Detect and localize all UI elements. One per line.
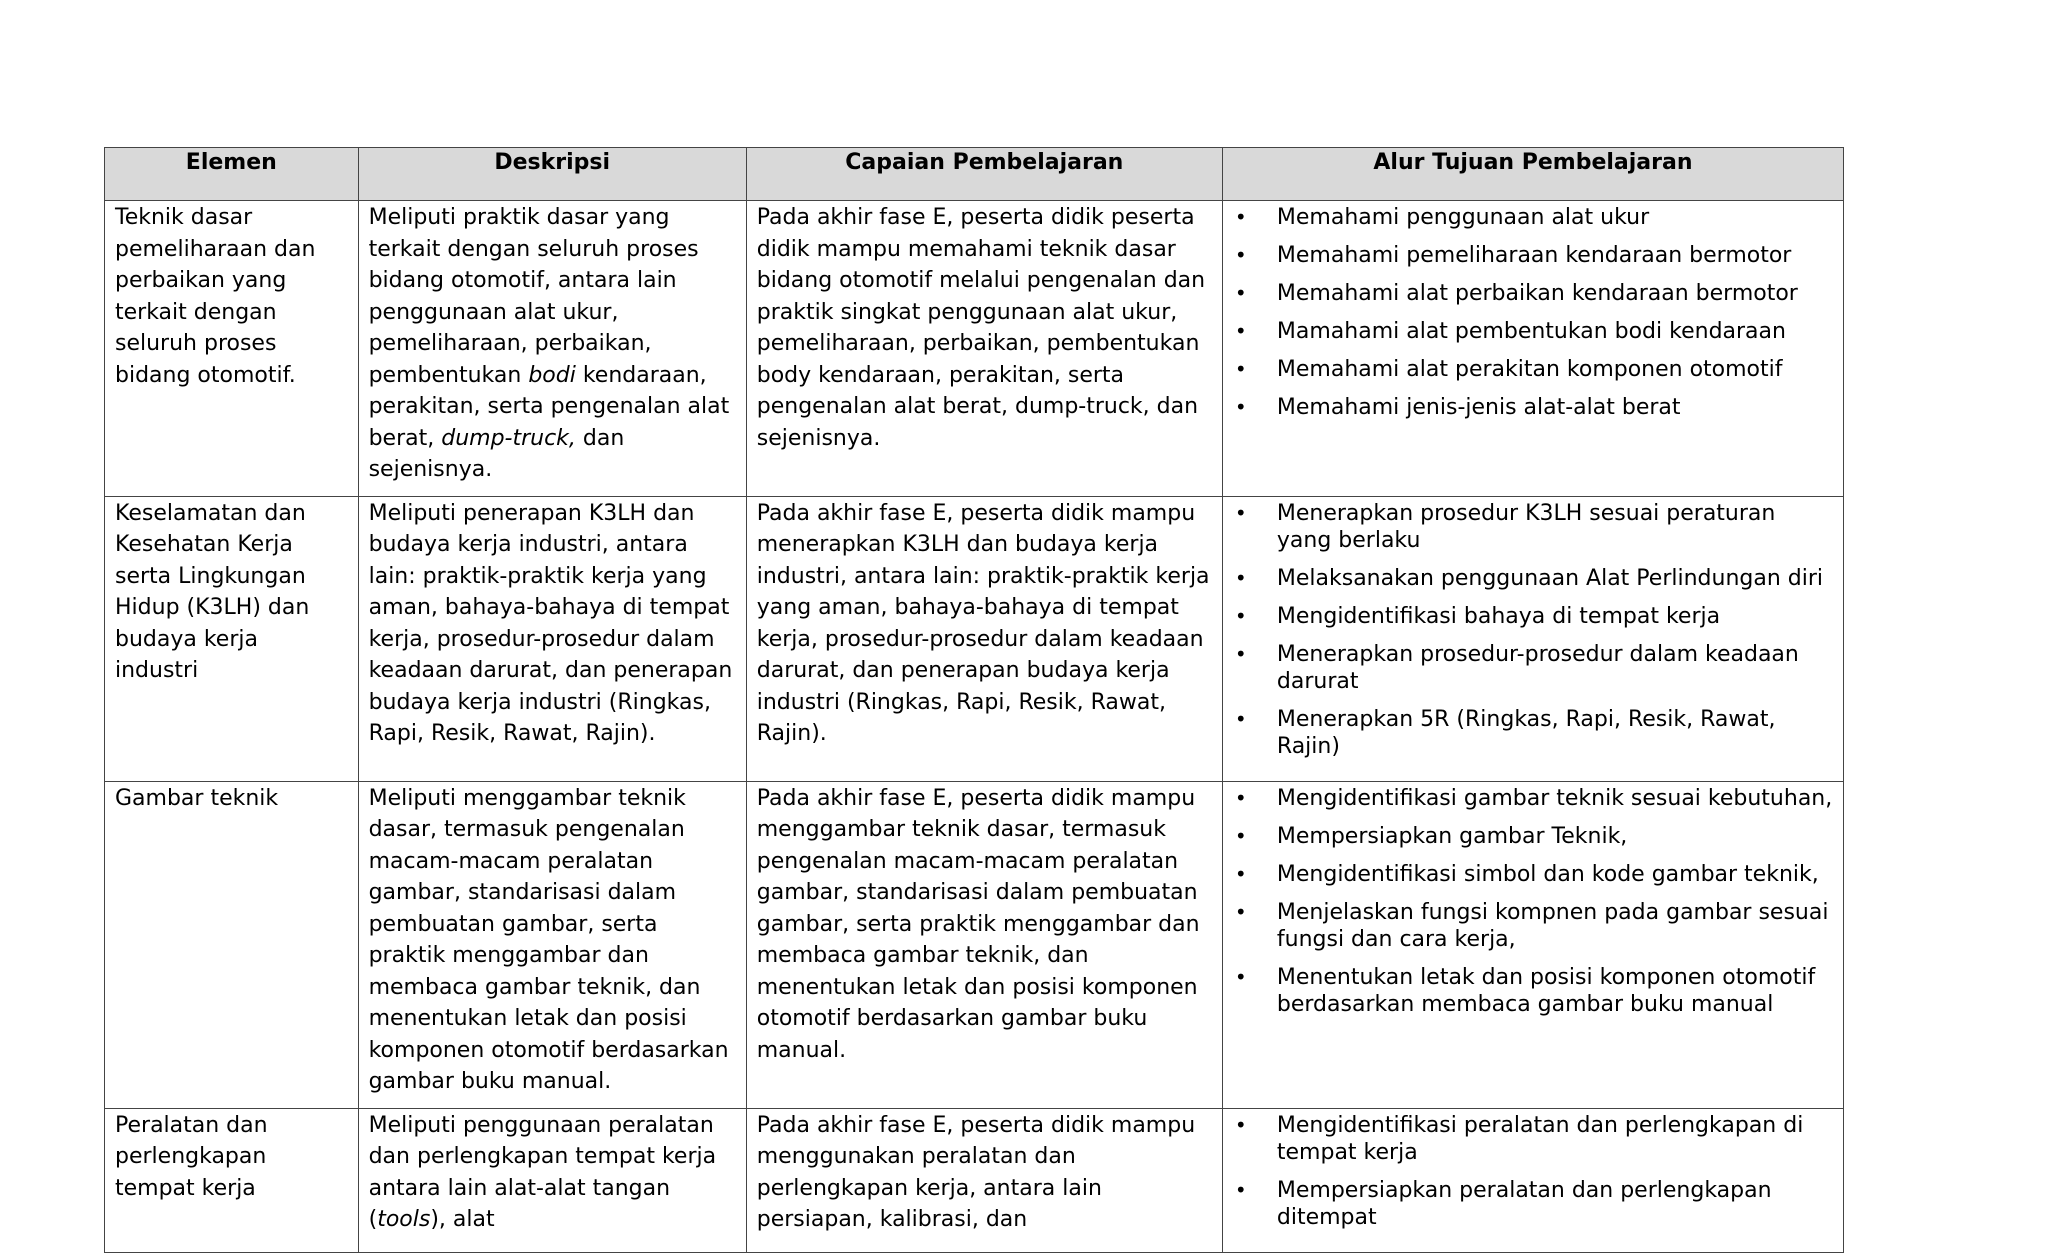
bullet-icon: •: [1234, 395, 1247, 419]
bullet-icon: •: [1234, 357, 1247, 381]
table-row: [105, 781, 1844, 1108]
deskripsi-text: ), alat: [430, 1207, 495, 1232]
list-item: • Mempersiapkan gambar Teknik,: [1234, 823, 1628, 849]
header-capaian-pembelajaran: Capaian Pembelajaran: [746, 148, 1222, 201]
deskripsi-cell: [358, 201, 746, 497]
capaian-cell: Pada akhir fase E, peserta didik mampu menggambar teknik dasar, termasuk pengenalan macam-macam peralatan gambar, standarisasi dalam pembuatan gambar, serta praktik menggambar dan membaca gambar teknik, dan menentukan letak dan posisi komponen otomotif berdasarkan gambar buku manual.: [746, 781, 1222, 1108]
list-item: • Menentukan letak dan posisi komponen otomotif berdasarkan membaca gambar buku manual: [1234, 964, 1816, 1017]
list-item: • Memahami alat perbaikan kendaraan bermotor: [1234, 281, 1798, 306]
alur-list: [1233, 1112, 1833, 1231]
table-row: [105, 201, 1844, 497]
capaian-cell: Pada akhir fase E, peserta didik peserta didik mampu memahami teknik dasar bidang otomotif melalui pengenalan dan praktik singkat penggunaan alat ukur, pemeliharaan, perbaikan, pembentukan body kendaraan, perakitan, serta pengenalan alat berat, dump-truck, dan sejenisnya.: [746, 201, 1222, 497]
learning-outcomes-table: [104, 147, 1844, 1253]
alur-cell: [1222, 201, 1843, 497]
bullet-icon: •: [1234, 603, 1247, 628]
deskripsi-emphasis: tools: [377, 1207, 431, 1232]
bullet-icon: •: [1234, 565, 1247, 590]
deskripsi-text: kendaraan, perakitan, serta pengenalan alat berat,: [368, 362, 730, 451]
list-item: • Menerapkan 5R (Ringkas, Rapi, Resik, Rawat, Rajin): [1234, 706, 1776, 759]
deskripsi-emphasis: dump-truck,: [441, 425, 576, 451]
deskripsi-cell: Meliputi menggambar teknik dasar, termasuk pengenalan macam-macam peralatan gambar, standarisasi dalam pembuatan gambar, serta praktik menggambar dan membaca gambar teknik, dan menentukan letak dan posisi komponen otomotif berdasarkan gambar buku manual.: [358, 781, 746, 1108]
table-header-row: [105, 148, 1844, 201]
bullet-icon: •: [1234, 706, 1247, 731]
list-item: • Memahami alat perakitan komponen otomotif: [1234, 357, 1783, 382]
bullet-icon: •: [1234, 205, 1247, 229]
deskripsi-cell: Meliputi penerapan K3LH dan budaya kerja industri, antara lain: praktik-praktik kerja yang aman, bahaya-bahaya di tempat kerja, prosedur-prosedur dalam keadaan darurat, dan penerapan budaya kerja industri (Ringkas, Rapi, Resik, Rawat, Rajin).: [358, 496, 746, 781]
bullet-icon: •: [1234, 964, 1247, 989]
bullet-icon: •: [1234, 281, 1247, 305]
list-item: • Menjelaskan fungsi kompnen pada gambar sesuai fungsi dan cara kerja,: [1234, 899, 1829, 952]
bullet-icon: •: [1234, 641, 1247, 666]
list-item: • Melaksanakan penggunaan Alat Perlindungan diri: [1234, 565, 1824, 591]
list-item: • Mengidentifikasi bahaya di tempat kerja: [1234, 603, 1721, 629]
header-alur-tujuan-pembelajaran: Alur Tujuan Pembelajaran: [1222, 148, 1843, 201]
bullet-icon: •: [1234, 1112, 1247, 1137]
list-item: • Memahami pemeliharaan kendaraan bermotor: [1234, 243, 1792, 268]
header-deskripsi: Deskripsi: [358, 148, 746, 201]
list-item: • Memahami jenis-jenis alat-alat berat: [1234, 395, 1681, 420]
elemen-cell: Gambar teknik: [105, 781, 359, 1108]
list-item: • Mamahami alat pembentukan bodi kendaraan: [1234, 319, 1786, 344]
deskripsi-emphasis: bodi: [528, 362, 576, 388]
alur-list: [1233, 785, 1833, 1018]
header-elemen: Elemen: [105, 148, 359, 201]
bullet-icon: •: [1234, 785, 1247, 810]
alur-cell: [1222, 781, 1843, 1108]
table-row: [105, 496, 1844, 781]
bullet-icon: •: [1234, 319, 1247, 343]
bullet-icon: •: [1234, 1177, 1247, 1202]
list-item: • Menerapkan prosedur-prosedur dalam keadaan darurat: [1234, 641, 1799, 694]
bullet-icon: •: [1234, 243, 1247, 267]
deskripsi-text: dan sejenisnya.: [368, 425, 625, 482]
capaian-cell: Pada akhir fase E, peserta didik mampu menggunakan peralatan dan perlengkapan kerja, antara lain persiapan, kalibrasi, dan: [746, 1108, 1222, 1252]
list-item: • Mengidentifikasi simbol dan kode gambar teknik,: [1234, 861, 1819, 887]
list-item: • Mempersiapkan peralatan dan perlengkapan ditempat: [1234, 1177, 1772, 1230]
deskripsi-text: Meliputi praktik dasar yang terkait dengan seluruh proses bidang otomotif, antara lain penggunaan alat ukur, pemeliharaan, perbaikan, pembentukan: [368, 205, 699, 388]
bullet-icon: •: [1234, 899, 1247, 924]
elemen-cell: Teknik dasar pemeliharaan dan perbaikan yang terkait dengan seluruh proses bidang otomotif.: [105, 201, 359, 497]
bullet-icon: •: [1234, 861, 1247, 886]
deskripsi-text: Meliputi penggunaan peralatan dan perlengkapan tempat kerja antara lain alat-alat tangan (: [368, 1112, 717, 1232]
list-item: • Mengidentifikasi gambar teknik sesuai kebutuhan,: [1234, 785, 1833, 811]
list-item: • Mengidentifikasi peralatan dan perlengkapan di tempat kerja: [1234, 1112, 1804, 1165]
elemen-cell: Keselamatan dan Kesehatan Kerja serta Lingkungan Hidup (K3LH) dan budaya kerja industri: [105, 496, 359, 781]
alur-list: [1233, 500, 1833, 760]
list-item: • Menerapkan prosedur K3LH sesuai peraturan yang berlaku: [1234, 500, 1776, 553]
alur-cell: [1222, 496, 1843, 781]
list-item: • Memahami penggunaan alat ukur: [1234, 205, 1650, 230]
bullet-icon: •: [1234, 500, 1247, 525]
table-row: [105, 1108, 1844, 1252]
alur-cell: [1222, 1108, 1843, 1252]
bullet-icon: •: [1234, 823, 1247, 848]
capaian-cell: Pada akhir fase E, peserta didik mampu menerapkan K3LH dan budaya kerja industri, antara lain: praktik-praktik kerja yang aman, bahaya-bahaya di tempat kerja, prosedur-prosedur dalam keadaan darurat, dan penerapan budaya kerja industri (Ringkas, Rapi, Resik, Rawat, Rajin).: [746, 496, 1222, 781]
elemen-cell: Peralatan dan perlengkapan tempat kerja: [105, 1108, 359, 1252]
deskripsi-cell: [358, 1108, 746, 1252]
alur-list: [1233, 204, 1833, 421]
